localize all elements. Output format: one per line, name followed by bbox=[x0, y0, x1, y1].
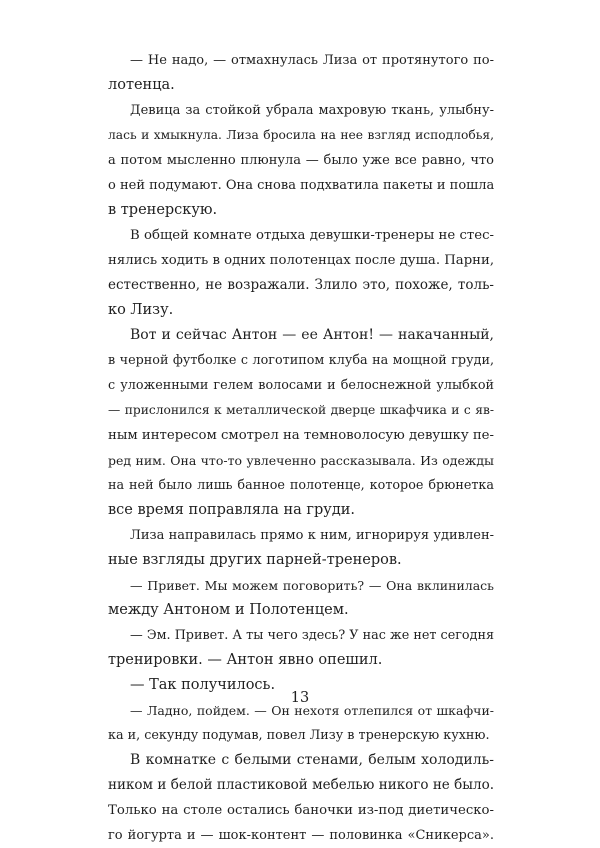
text-line: го йогурта и — шок-контент — половинка «Сникерса». bbox=[108, 828, 494, 843]
text-line: тренировки. — Антон явно опешил. bbox=[108, 652, 383, 668]
text-line: ка и, секунду подумав, повел Лизу в тренерскую кухню. bbox=[108, 728, 490, 743]
text-line: лотенца. bbox=[108, 77, 175, 93]
text-line: Вот и сейчас Антон — ее Антон! — накачанный, bbox=[130, 327, 494, 343]
text-line: между Антоном и Полотенцем. bbox=[108, 602, 349, 618]
text-line: с уложенными гелем волосами и белоснежной улыбкой bbox=[108, 378, 494, 393]
page-number: 13 bbox=[290, 690, 310, 706]
text-line: — прислонился к металлической дверце шкафчика и с яв- bbox=[108, 403, 494, 417]
text-line: ником и белой пластиковой мебелью никого не было. bbox=[108, 777, 494, 793]
text-line: нялись ходить в одних полотенцах после душа. Парни, bbox=[108, 253, 495, 268]
text-line: о ней подумают. Она снова подхватила пакеты и пошла bbox=[108, 178, 495, 193]
text-line: В комнатке с белыми стенами, белым холодиль- bbox=[130, 752, 494, 768]
text-line: — Привет. Мы можем поговорить? — Она вклинилась bbox=[130, 578, 494, 593]
text-line: в тренерскую. bbox=[108, 202, 218, 218]
text-line: на ней было лишь банное полотенце, которое брюнетка bbox=[108, 478, 494, 493]
text-line: ным интересом смотрел на темноволосую девушку пе- bbox=[108, 428, 494, 443]
text-line: Только на столе остались баночки из-под диетическо- bbox=[108, 803, 494, 818]
text-line: а потом мысленно плюнула — было уже все равно, что bbox=[108, 153, 494, 168]
text-line: Лиза направилась прямо к ним, игнорируя удивлен- bbox=[130, 528, 494, 543]
text-line: — Ладно, пойдем. — Он нехотя отлепился от шкафчи- bbox=[130, 703, 494, 718]
text-line: — Так получилось. bbox=[130, 677, 276, 693]
text-line: ные взгляды других парней-тренеров. bbox=[108, 552, 402, 568]
text-line: ко Лизу. bbox=[108, 302, 174, 318]
text-line: — Не надо, — отмахнулась Лиза от протянутого по- bbox=[130, 53, 494, 68]
text-line: естественно, не возражали. Злило это, похоже, толь- bbox=[108, 277, 494, 293]
text-line: — Эм. Привет. А ты чего здесь? У нас же нет сегодня bbox=[130, 628, 494, 643]
text-line: в черной футболке с логотипом клуба на мощной груди, bbox=[108, 353, 494, 368]
text-line: лась и хмыкнула. Лиза бросила на нее взгляд исподлобья, bbox=[108, 128, 494, 142]
page-text bbox=[108, 48, 494, 848]
text-line: все время поправляла на груди. bbox=[108, 502, 356, 518]
text-line: ред ним. Она что-то увлеченно рассказывала. Из одежды bbox=[108, 453, 494, 468]
text-line: В общей комнате отдыха девушки-тренеры не стес- bbox=[130, 228, 494, 243]
text-line: Девица за стойкой убрала махровую ткань, улыбну- bbox=[130, 103, 494, 118]
